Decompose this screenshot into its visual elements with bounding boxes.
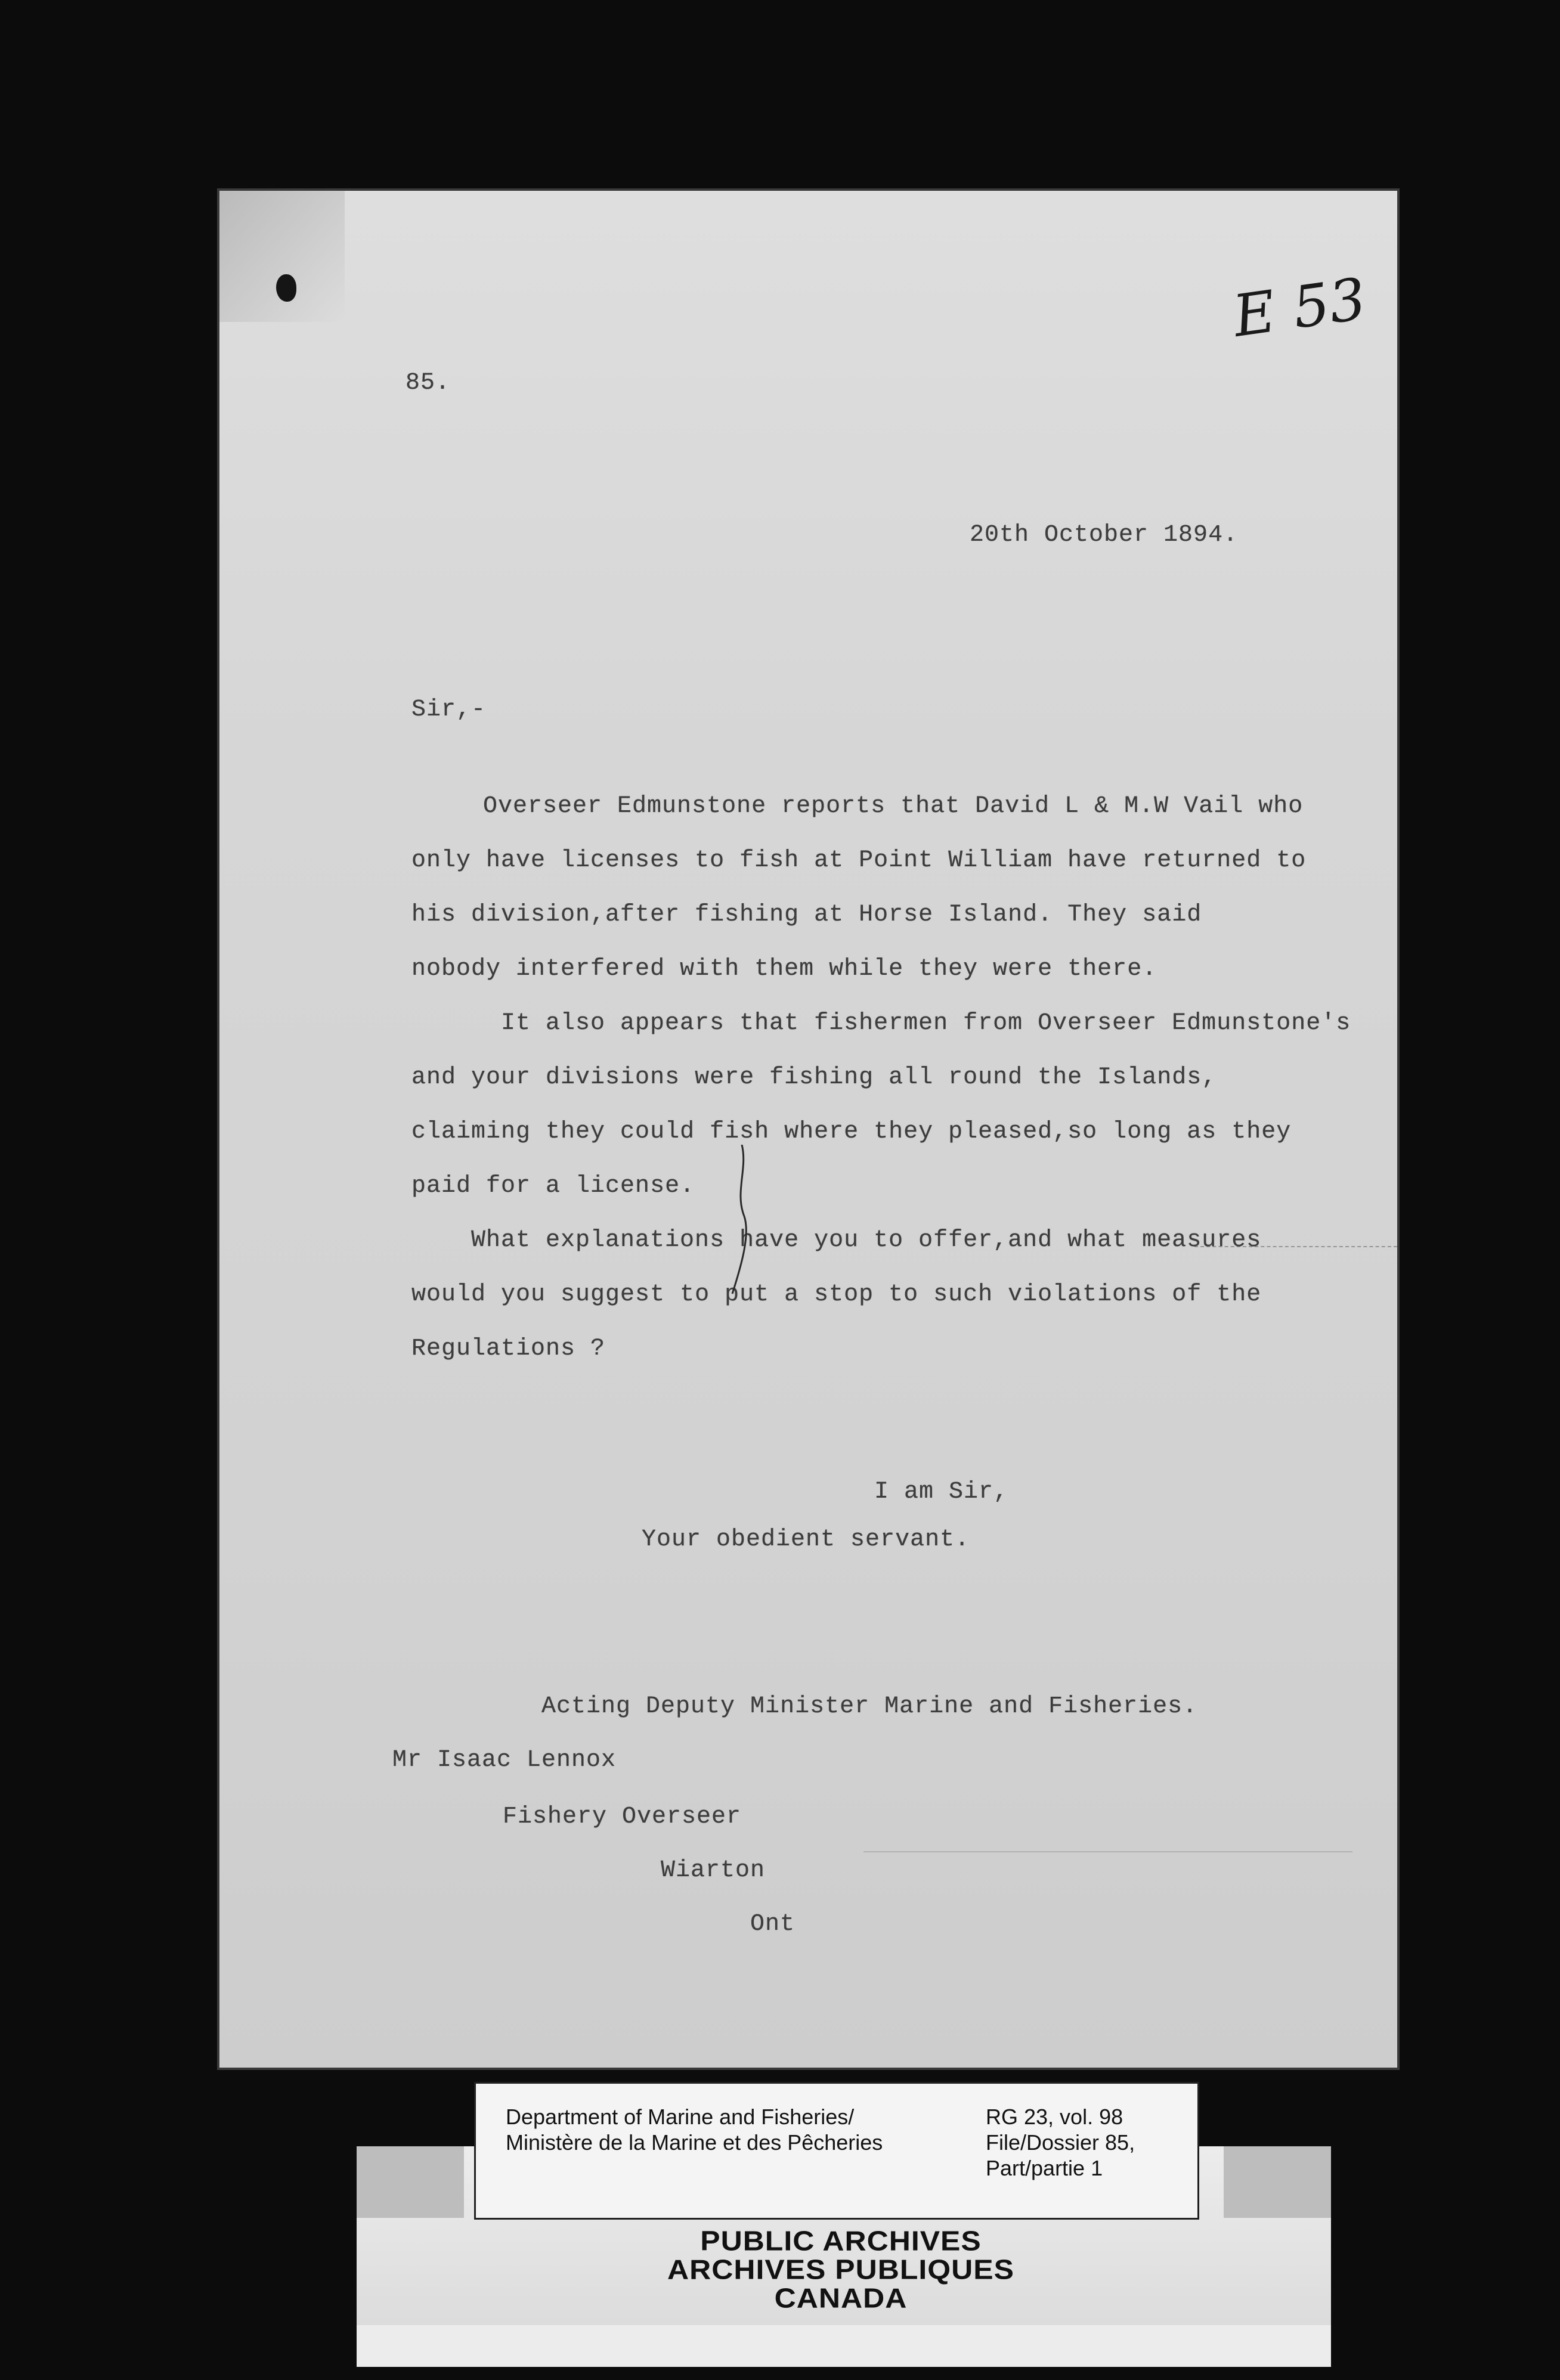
signature-title: Acting Deputy Minister Marine and Fisheries. [541,1693,1198,1720]
body-line: It also appears that fishermen from Overseer Edmunstone's [501,1010,1351,1037]
body-line: claiming they could fish where they pleased,so long as they [411,1118,1292,1145]
stamp-line-country: CANADA [774,2283,908,2314]
tray-bottom-strip [357,2325,1331,2367]
body-line: his division,after fishing at Horse Island. They said [411,901,1202,928]
archive-ref-part: Part/partie 1 [986,2156,1103,2180]
addressee-province: Ont [750,1911,796,1938]
page-annotation: E 53 [1229,265,1370,350]
body-line: What explanations have you to offer,and what measures [471,1227,1262,1254]
archive-ref-rg: RG 23, vol. 98 [986,2105,1123,2129]
letter-date: 20th October 1894. [970,522,1239,548]
pen-mark [730,1145,754,1300]
corner-shadow [219,191,345,322]
tray-tab-right [1224,2146,1331,2218]
body-line: Overseer Edmunstone reports that David L & M.W Vail who [483,793,1304,820]
body-line: would you suggest to put a stop to such violations of the [411,1281,1262,1308]
archive-label-card [474,2082,1199,2220]
salutation: Sir,- [411,696,487,723]
addressee-title: Fishery Overseer [503,1803,742,1830]
faint-dashed-line [1194,1246,1397,1247]
body-line: and your divisions were fishing all round the Islands, [411,1064,1217,1091]
addressee-city: Wiarton [661,1857,766,1884]
closing-line: I am Sir, [874,1479,1009,1505]
public-archives-stamp [596,2227,1085,2313]
department-english: Department of Marine and Fisheries/ [506,2105,855,2129]
archive-ref-file: File/Dossier 85, [986,2130,1135,2155]
stamp-line-fr: ARCHIVES PUBLIQUES [667,2254,1014,2285]
letter-page [219,191,1397,2068]
tray-tab-left [357,2146,464,2218]
body-line: only have licenses to fish at Point William have returned to [411,847,1307,874]
punch-hole [276,274,296,302]
faint-rule [863,1851,1352,1852]
body-line: nobody interfered with them while they were there. [411,956,1157,983]
body-line: paid for a license. [411,1173,695,1200]
addressee-name: Mr Isaac Lennox [392,1747,617,1774]
department-french: Ministère de la Marine et des Pêcheries [506,2130,883,2155]
stamp-line-en: PUBLIC ARCHIVES [700,2226,982,2257]
closing-signoff: Your obedient servant. [642,1526,970,1553]
body-line: Regulations ? [411,1335,606,1362]
reference-number: 85. [406,370,451,396]
